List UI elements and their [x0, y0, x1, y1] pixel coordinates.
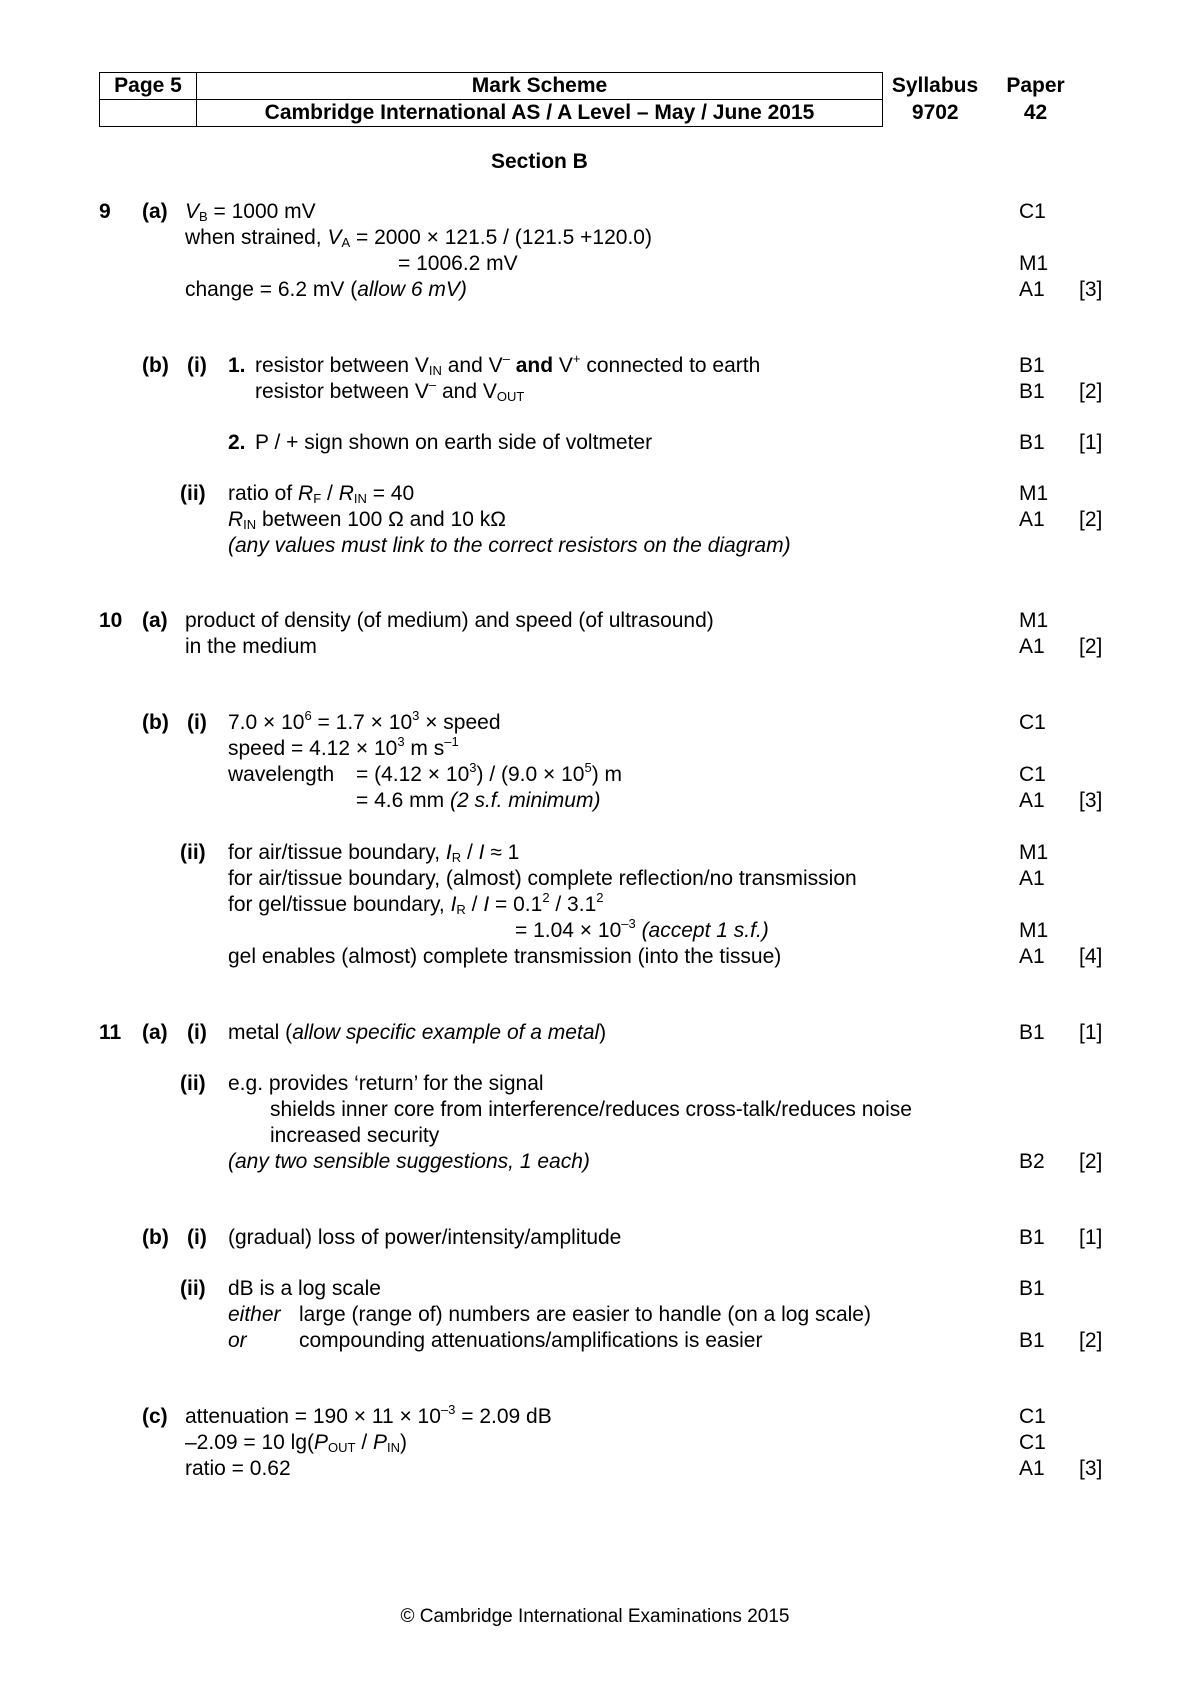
mark: C1	[1019, 763, 1046, 786]
mark-total: [3]	[1079, 278, 1103, 301]
q10a-label: (a)	[142, 609, 168, 632]
q9b-ii-label: (ii)	[180, 482, 206, 505]
header-blank-cell	[100, 100, 197, 127]
mark: B1	[1019, 1277, 1045, 1300]
q9a-line2: when strained, $V_A = 2000 \times 121.5 / (121.5 +120.0)$	[185, 226, 652, 250]
mark-total: [2]	[1079, 1329, 1103, 1352]
q11a-label: (a)	[142, 1021, 168, 1044]
mark-total: [1]	[1079, 1021, 1103, 1044]
q9a-line3: = 1006.2 mV	[398, 252, 518, 275]
paper-number: 42	[1023, 101, 1048, 124]
mark: B1	[1019, 380, 1045, 403]
q11b-i-line: (gradual) loss of power/intensity/amplitude	[228, 1226, 622, 1249]
q9b-i-2-label: 2.	[228, 431, 246, 454]
q10b-ii-line2: for air/tissue boundary, (almost) complete reflection/no transmission	[228, 867, 857, 890]
mark: A1	[1019, 278, 1045, 301]
mark-total: [2]	[1079, 635, 1103, 658]
q9b-label: (b)	[142, 354, 169, 377]
q9-number: 9	[99, 200, 111, 223]
mark-total: [3]	[1079, 789, 1103, 812]
q10b-i-line1: $7.0 \times 10^6 = 1.7 \times 10^3$ × speed	[228, 708, 501, 734]
q9a-label: (a)	[142, 200, 168, 223]
q10b-ii-label: (ii)	[180, 841, 206, 864]
q11a-i-label: (i)	[187, 1021, 207, 1044]
q9b-i-1-line2: resistor between V– and $V_{OUT}$	[255, 377, 525, 404]
q10b-i-line2: speed = $4.12 \times 10^3$ m $s^{-1}$	[228, 734, 459, 760]
mark: B1	[1019, 1226, 1045, 1249]
mark: C1	[1019, 1431, 1046, 1454]
mark-total: [2]	[1079, 1150, 1103, 1173]
q11a-ii-line1: e.g. provides ‘return’ for the signal	[228, 1072, 544, 1095]
q10b-i-line4: = 4.6 mm (2 s.f. minimum)	[356, 789, 601, 812]
q11a-ii-line3: increased security	[270, 1124, 440, 1147]
q11b-ii-line3: compounding attenuations/amplifications is easier	[299, 1329, 763, 1352]
q10b-ii-line1: for air/tissue boundary, $I_R / I \approx 1$	[228, 841, 520, 865]
section-heading: Section B	[491, 150, 588, 173]
mark: B1	[1019, 354, 1045, 377]
syllabus-code: 9702	[911, 101, 959, 124]
mark: M1	[1019, 609, 1049, 632]
q11a-ii-line4: (any two sensible suggestions, 1 each)	[228, 1150, 590, 1173]
q11a-ii-line2: shields inner core from interference/reduces cross-talk/reduces noise	[270, 1098, 912, 1121]
q10b-label: (b)	[142, 711, 169, 734]
q10-number: 10	[99, 609, 123, 632]
mark: A1	[1019, 508, 1045, 531]
mark: A1	[1019, 789, 1045, 812]
header-subtitle: Cambridge International AS / A Level – May / June 2015	[197, 100, 883, 127]
mark: B1	[1019, 431, 1045, 454]
mark-total: [4]	[1079, 945, 1103, 968]
q9b-ii-line3: (any values must link to the correct resistors on the diagram)	[228, 534, 791, 557]
q11b-ii-label: (ii)	[180, 1277, 206, 1300]
q11b-i-label: (i)	[187, 1226, 207, 1249]
q11a-i-line: metal (allow specific example of a metal)	[228, 1021, 607, 1044]
mark: M1	[1019, 841, 1049, 864]
header-table	[99, 72, 1084, 127]
mark: A1	[1019, 635, 1045, 658]
mark: C1	[1019, 711, 1046, 734]
q9b-i-1-label: 1.	[228, 354, 246, 377]
q10b-ii-line3: for gel/tissue boundary, $I_R / I = 0.1^2 / 3.1^2$	[228, 890, 604, 917]
q11b-label: (b)	[142, 1226, 169, 1249]
q9b-i-1-line1: resistor between $V_{IN}$ and V– and V+ connected to earth	[255, 351, 761, 378]
header-title: Mark Scheme	[197, 73, 883, 100]
q11b-ii-line2: large (range of) numbers are easier to handle (on a log scale)	[299, 1303, 871, 1326]
mark: M1	[1019, 919, 1049, 942]
mark: A1	[1019, 945, 1045, 968]
q10a-line1: product of density (of medium) and speed (of ultrasound)	[185, 609, 714, 632]
mark: C1	[1019, 1405, 1046, 1428]
q11c-line1: attenuation = $190 \times 11 \times 10^{-3} = 2.09$ dB	[185, 1402, 552, 1428]
mark-total: [1]	[1079, 431, 1103, 454]
q10b-i-label: (i)	[187, 711, 207, 734]
mark: A1	[1019, 1457, 1045, 1480]
mark: B1	[1019, 1329, 1045, 1352]
q11-number: 11	[99, 1021, 122, 1044]
q10b-ii-line5: gel enables (almost) complete transmission (into the tissue)	[228, 945, 782, 968]
mark-total: [3]	[1079, 1457, 1103, 1480]
q9a-line4: change = 6.2 mV (allow 6 mV)	[185, 278, 467, 301]
q10b-ii-line4: = $1.04 \times 10^{-3}$ (accept 1 s.f.)	[515, 916, 769, 942]
syllabus-label: Syllabus	[891, 74, 979, 97]
mark: M1	[1019, 482, 1049, 505]
q11b-ii-line1: dB is a log scale	[228, 1277, 381, 1300]
mark-total: [1]	[1079, 1226, 1103, 1249]
q9b-ii-line1: ratio of $R_F / R_{IN} = 40$	[228, 482, 415, 506]
copyright-footer: © Cambridge International Examinations 2015	[400, 1606, 790, 1627]
mark: B1	[1019, 1021, 1045, 1044]
q10a-line2: in the medium	[185, 635, 317, 658]
mark-total: [2]	[1079, 508, 1103, 531]
q11b-ii-or: or	[228, 1329, 247, 1352]
q11a-ii-label: (ii)	[180, 1072, 206, 1095]
q9b-ii-line2: $R_{IN}$ between 100 Ω and 10 kΩ	[228, 508, 506, 532]
q10b-i-line3: wavelength	[228, 763, 335, 786]
mark-total: [2]	[1079, 380, 1103, 403]
mark: A1	[1019, 867, 1045, 890]
mark: C1	[1019, 200, 1046, 223]
q9a-line1: $V_B = 1000$ mV	[185, 200, 316, 224]
q10b-i-line3-value: = $(4.12 \times 10^3) / (9.0 \times 10^5)$ m	[356, 760, 623, 786]
mark: M1	[1019, 252, 1049, 275]
q11c-line3: ratio = 0.62	[185, 1457, 291, 1480]
q11c-label: (c)	[142, 1405, 168, 1428]
q9b-i-2-line: P / + sign shown on earth side of voltmeter	[255, 431, 653, 454]
q11b-ii-either: either	[228, 1303, 281, 1326]
paper-label: Paper	[1006, 74, 1065, 97]
page-number: Page 5	[100, 73, 197, 100]
q9b-i-label: (i)	[187, 354, 207, 377]
q11c-line2: –2.09 = 10 $\lg(P_{OUT} / P_{IN})$	[185, 1431, 408, 1455]
mark: B2	[1019, 1150, 1045, 1173]
